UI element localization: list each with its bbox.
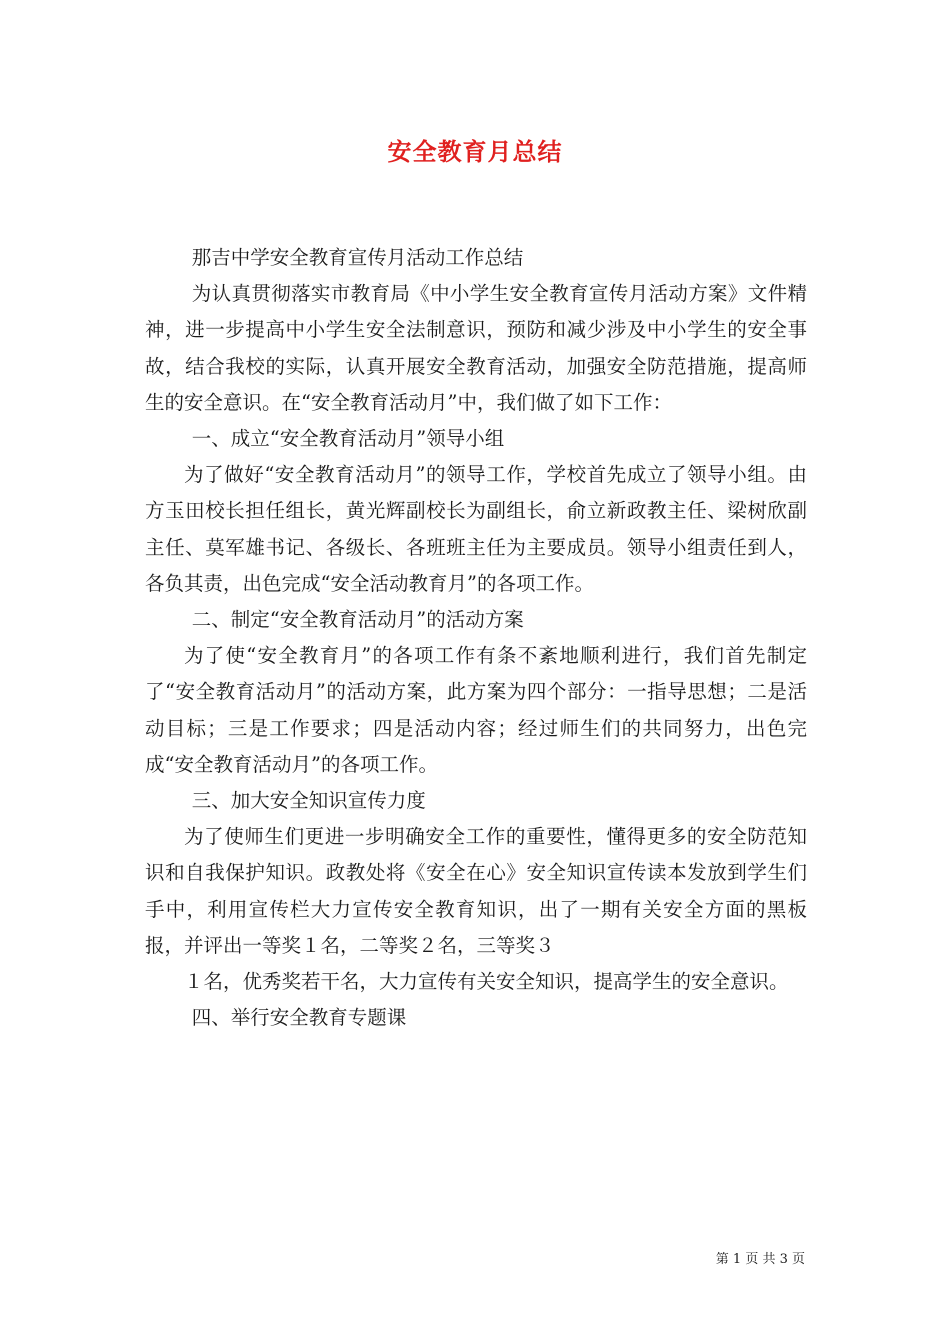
intro-paragraph: 为认真贯彻落实市教育局《中小学生安全教育宣传月活动方案》文件精神，进一步提高中小学生安全法制意识，预防和减少涉及中小学生的安全事故，结合我校的实际，认真开展安全教育活动，加强安全防范措施，提高师生的安全意识。在“安全教育活动月”中，我们做了如下工作：: [145, 282, 807, 414]
section-paragraph-2: 为了使“安全教育月”的各项工作有条不紊地顺利进行，我们首先制定了“安全教育活动月”的活动方案，此方案为四个部分：一指导思想；二是活动目标；三是工作要求；四是活动内容；经过师生们的共同努力，出色完成“安全教育活动月”的各项工作。: [145, 644, 807, 776]
subtitle-paragraph: 那吉中学安全教育宣传月活动工作总结: [191, 246, 524, 269]
section-paragraph-3: 为了使师生们更进一步明确安全工作的重要性，懂得更多的安全防范知识和自我保护知识。政教处将《安全在心》安全知识宣传读本发放到学生们手中，利用宣传栏大力宣传安全教育知识，出了一期有关安全方面的黑板报，并评出一等奖１名，二等奖２名，三等奖３: [145, 825, 807, 957]
document-body: [145, 240, 807, 1036]
page-number-footer: 第 1 页 共 3 页: [715, 1252, 805, 1267]
section-paragraph-1: 为了做好“安全教育活动月”的领导工作，学校首先成立了领导小组。由方玉田校长担任组长，黄光辉副校长为副组长，俞立新政教主任、梁树欣副主任、莫军雄书记、各级长、各班班主任为主要成员。领导小组责任到人，各负其责，出色完成“安全活动教育月”的各项工作。: [145, 463, 807, 595]
document-title: 安全教育月总结: [387, 138, 563, 166]
section-heading-4: 四、举行安全教育专题课: [191, 1006, 407, 1030]
section-heading-3: 三、加大安全知识宣传力度: [191, 789, 426, 813]
section-paragraph-3-continued: １名，优秀奖若干名，大力宣传有关安全知识，提高学生的安全意识。: [184, 970, 789, 994]
section-heading-1: 一、成立“安全教育活动月”领导小组: [191, 427, 505, 451]
section-heading-2: 二、制定“安全教育活动月”的活动方案: [191, 608, 524, 632]
